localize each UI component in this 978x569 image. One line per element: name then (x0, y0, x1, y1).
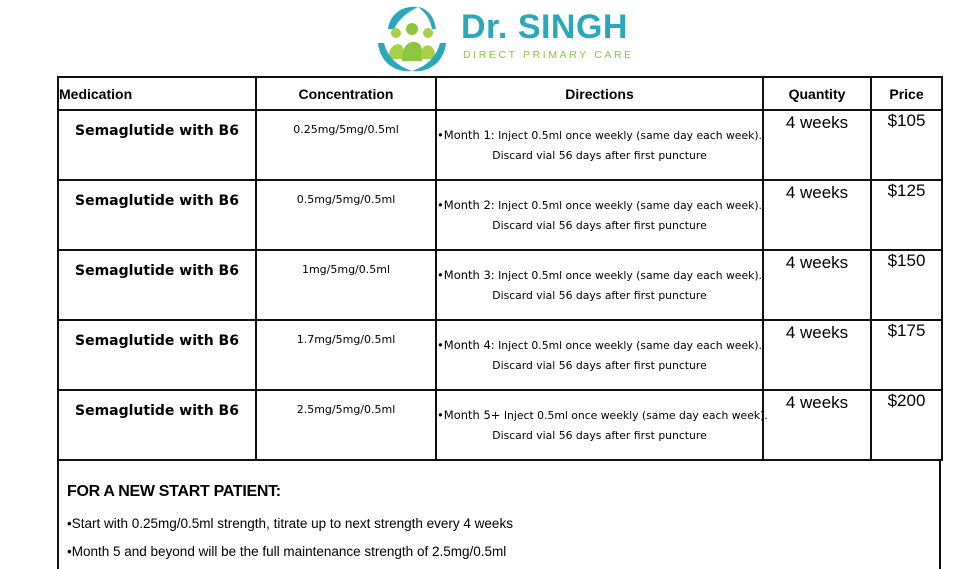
table-row (58, 320, 942, 390)
table-header-row (58, 77, 942, 110)
notes-line-2: •Month 5 and beyond will be the full maintenance strength of 2.5mg/0.5ml (67, 544, 507, 559)
quantity-value: 4 weeks (785, 323, 849, 342)
header-medication: Medication (58, 77, 256, 110)
directions-line2: Discard vial 56 days after first puncture (492, 219, 707, 232)
notes-title: FOR A NEW START PATIENT: (67, 483, 281, 500)
directions-text (437, 181, 762, 236)
header-concentration: Concentration (256, 77, 436, 110)
table-row (58, 180, 942, 250)
month-label: •Month 1: (437, 128, 495, 142)
notes-line-1: •Start with 0.25mg/0.5ml strength, titrate up to next strength every 4 weeks (67, 516, 513, 531)
price-value: $175 (887, 321, 926, 340)
directions-line2: Discard vial 56 days after first puncture (492, 359, 707, 372)
table-row (58, 390, 942, 460)
month-label: •Month 2: (437, 198, 495, 212)
brand-name-singh: SINGH (517, 8, 628, 46)
brand-subtitle: DIRECT PRIMARY CARE (463, 49, 634, 61)
directions-line1: Inject 0.5ml once weekly (same day each week). (498, 199, 762, 212)
concentration-value: 2.5mg/5mg/0.5ml (296, 403, 396, 416)
directions-text (437, 391, 768, 446)
medication-name: Semaglutide with B6 (75, 123, 239, 139)
directions-text (437, 321, 762, 376)
new-patient-notes (57, 459, 941, 569)
table-row (58, 110, 942, 180)
price-value: $125 (887, 181, 926, 200)
directions-text (437, 251, 762, 306)
concentration-value: 0.5mg/5mg/0.5ml (296, 193, 396, 206)
directions-line1: Inject 0.5ml once weekly (same day each week). (498, 129, 762, 142)
directions-line1: Inject 0.5ml once weekly (same day each week). (498, 339, 762, 352)
medication-name: Semaglutide with B6 (75, 263, 239, 279)
header-price: Price (871, 77, 942, 110)
directions-line1: Inject 0.5ml once weekly (same day each week). (503, 409, 768, 422)
brand-name (461, 8, 628, 47)
month-label: •Month 4: (437, 338, 495, 352)
medication-name: Semaglutide with B6 (75, 403, 239, 419)
directions-text (437, 111, 762, 166)
brand-name-dr: Dr. (461, 8, 508, 46)
quantity-value: 4 weeks (785, 253, 849, 272)
header-directions: Directions (436, 77, 763, 110)
concentration-value: 1.7mg/5mg/0.5ml (296, 333, 396, 346)
concentration-value: 1mg/5mg/0.5ml (301, 263, 391, 276)
header-quantity: Quantity (763, 77, 871, 110)
directions-line2: Discard vial 56 days after first puncture (492, 149, 707, 162)
month-label: •Month 5+ (437, 408, 501, 422)
quantity-value: 4 weeks (785, 393, 849, 412)
directions-line1: Inject 0.5ml once weekly (same day each week). (498, 269, 762, 282)
header (0, 0, 978, 76)
family-in-hands-logo-icon (374, 3, 450, 75)
price-value: $200 (887, 391, 926, 410)
medication-table (57, 76, 943, 461)
month-label: •Month 3: (437, 268, 495, 282)
table-row (58, 250, 942, 320)
directions-line2: Discard vial 56 days after first puncture (492, 429, 707, 442)
medication-name: Semaglutide with B6 (75, 193, 239, 209)
concentration-value: 0.25mg/5mg/0.5ml (293, 123, 399, 136)
directions-line2: Discard vial 56 days after first puncture (492, 289, 707, 302)
quantity-value: 4 weeks (785, 113, 849, 132)
quantity-value: 4 weeks (785, 183, 849, 202)
price-value: $105 (887, 111, 926, 130)
medication-name: Semaglutide with B6 (75, 333, 239, 349)
price-value: $150 (887, 251, 926, 270)
